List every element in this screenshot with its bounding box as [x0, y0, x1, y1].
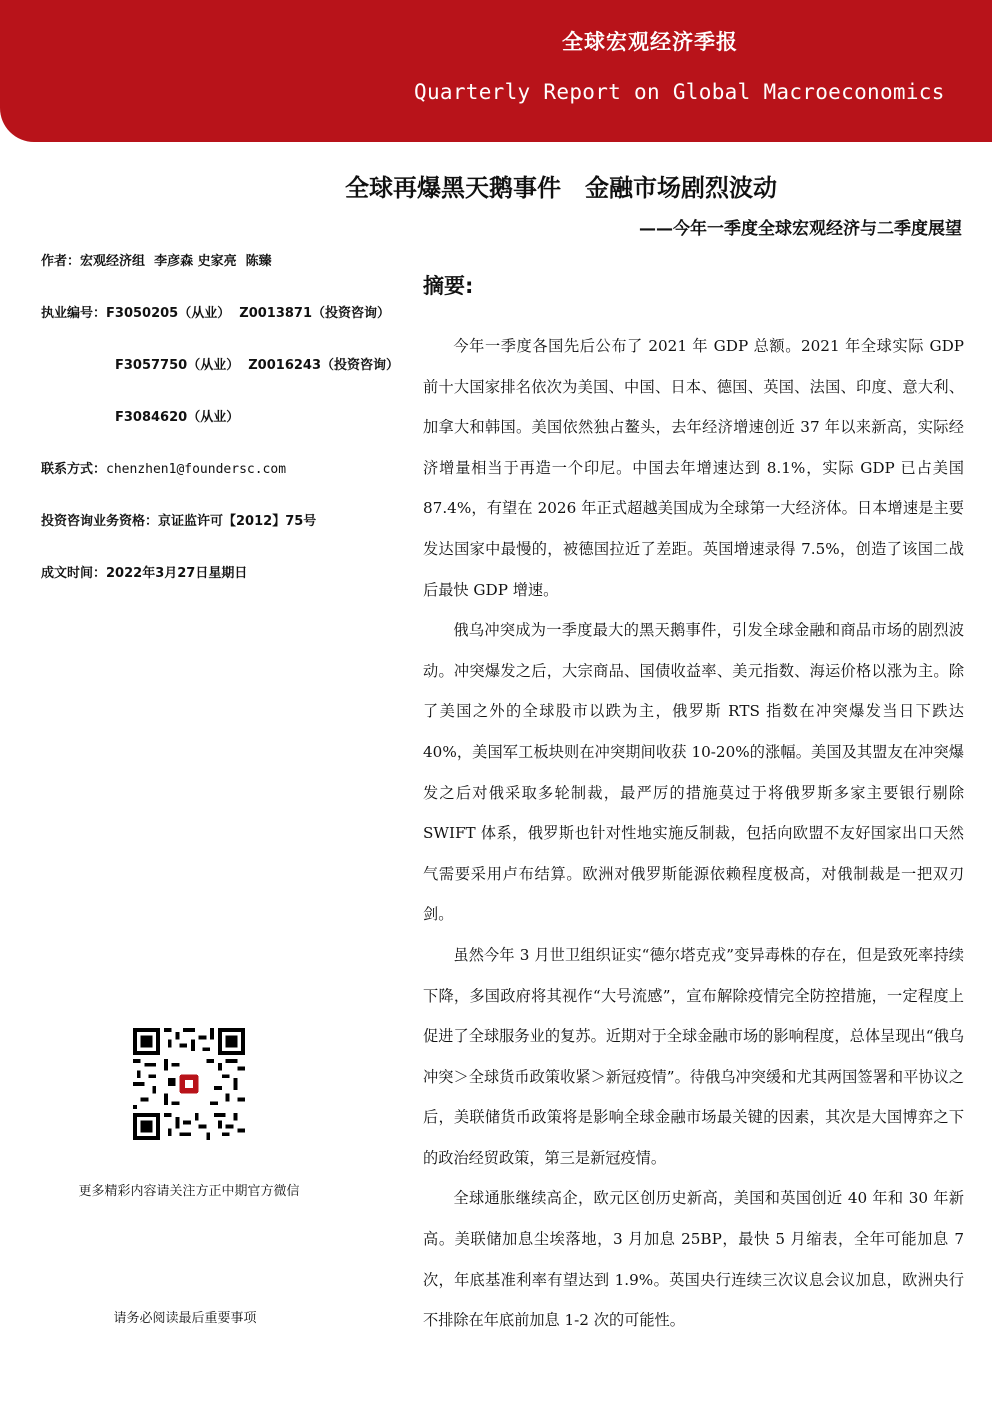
license-label: 执业编号：	[41, 306, 107, 321]
license-line-2	[115, 354, 399, 373]
header-title-zh: 全球宏观经济季报	[562, 30, 738, 54]
summary-paragraph: 虽然今年 3 月世卫组织证实“德尔塔克戎”变异毒株的存在，但是致死率持续下降，多国政府将其视作“大号流感”，宣布解除疫情完全防控措施，一定程度上促进了全球服务业的复苏。近期对于全球金融市场的影响程度，总体呈现出“俄乌冲突＞全球货币政策收紧＞新冠疫情”。待俄乌冲突缓和尤其两国签署和平协议之后，美联储货币政策将是影响全球金融市场最关键的因素，其次是大国博弈之下的政治经贸政策，第三是新冠疫情。	[423, 945, 964, 1167]
license-value-3: F3084620（从业）	[115, 410, 240, 425]
license-value-2: F3057750（从业） Z0016243（投资咨询）	[115, 358, 399, 373]
header-banner	[0, 0, 992, 142]
report-title: 全球再爆黑天鹅事件 金融市场剧烈波动	[345, 174, 777, 202]
summary-paragraph: 今年一季度各国先后公布了 2021 年 GDP 总额。2021 年全球实际 GDP 前十大国家排名依次为美国、中国、日本、德国、英国、法国、印度、意大利、加拿大和韩国。美国依然独占鳌头，去年经济增速创近 37 年以来新高，实际经济增量相当于再造一个印尼。中国去年增速达到 8.1%，实际 GDP 已占美国 87.4%，有望在 2026 年正式超越美国成为全球第一大经济体。日本增速是主要发达国家中最慢的，被德国拉近了差距。英国增速录得 7.5%，创造了该国二战后最快 GDP 增速。	[423, 337, 964, 599]
qualification-line	[41, 510, 316, 529]
contact-email[interactable]: chenzhen1@foundersc.com	[106, 462, 287, 477]
date-value: 2022年3月27日星期日	[106, 566, 248, 581]
wechat-qr-code[interactable]	[133, 1028, 245, 1140]
contact-line	[41, 458, 286, 477]
summary-heading: 摘要:	[423, 274, 474, 298]
authors-line	[41, 250, 272, 269]
authors-value: 宏观经济组 李彦森 史家亮 陈臻	[80, 254, 272, 269]
license-value-1: F3050205（从业） Z0013871（投资咨询）	[106, 306, 391, 321]
summary-body	[423, 326, 964, 1341]
license-line-3	[115, 406, 239, 425]
summary-paragraph: 全球通胀继续高企，欧元区创历史新高，美国和英国创近 40 年和 30 年新高。美联储加息尘埃落地，3 月加息 25BP，最快 5 月缩表，全年可能加息 7 次，年底基准利率有望达到 1.9%。英国央行连续三次议息会议加息，欧洲央行不排除在年底前加息 1-2 次的可能性。	[423, 1189, 964, 1330]
authors-label: 作者：	[41, 254, 81, 269]
summary-paragraph: 俄乌冲突成为一季度最大的黑天鹅事件，引发全球金融和商品市场的剧烈波动。冲突爆发之后，大宗商品、国债收益率、美元指数、海运价格以涨为主。除了美国之外的全球股市以跌为主，俄罗斯 RTS 指数在冲突爆发当日下跌达 40%，美国军工板块则在冲突期间收获 10-20%的涨幅。美国及其盟友在冲突爆发之后对俄采取多轮制裁，最严厉的措施莫过于将俄罗斯多家主要银行剔除 SWIFT 体系，俄罗斯也针对性地实施反制裁，包括向欧盟不友好国家出口天然气需要采用卢布结算。欧洲对俄罗斯能源依赖程度极高，对俄制裁是一把双刃剑。	[423, 621, 964, 924]
header-title-en: Quarterly Report on Global Macroeconomics	[414, 80, 945, 104]
date-label: 成文时间：	[41, 566, 107, 581]
qualification-value: 京证监许可【2012】75号	[158, 514, 317, 529]
read-notice: 请务必阅读最后重要事项	[113, 1311, 257, 1326]
contact-label: 联系方式：	[41, 462, 107, 477]
license-line-1	[41, 302, 390, 321]
qualification-label: 投资咨询业务资格：	[41, 514, 159, 529]
report-subtitle: ——今年一季度全球宏观经济与二季度展望	[639, 219, 962, 239]
qr-caption: 更多精彩内容请关注方正中期官方微信	[78, 1184, 300, 1199]
date-line	[41, 562, 247, 581]
